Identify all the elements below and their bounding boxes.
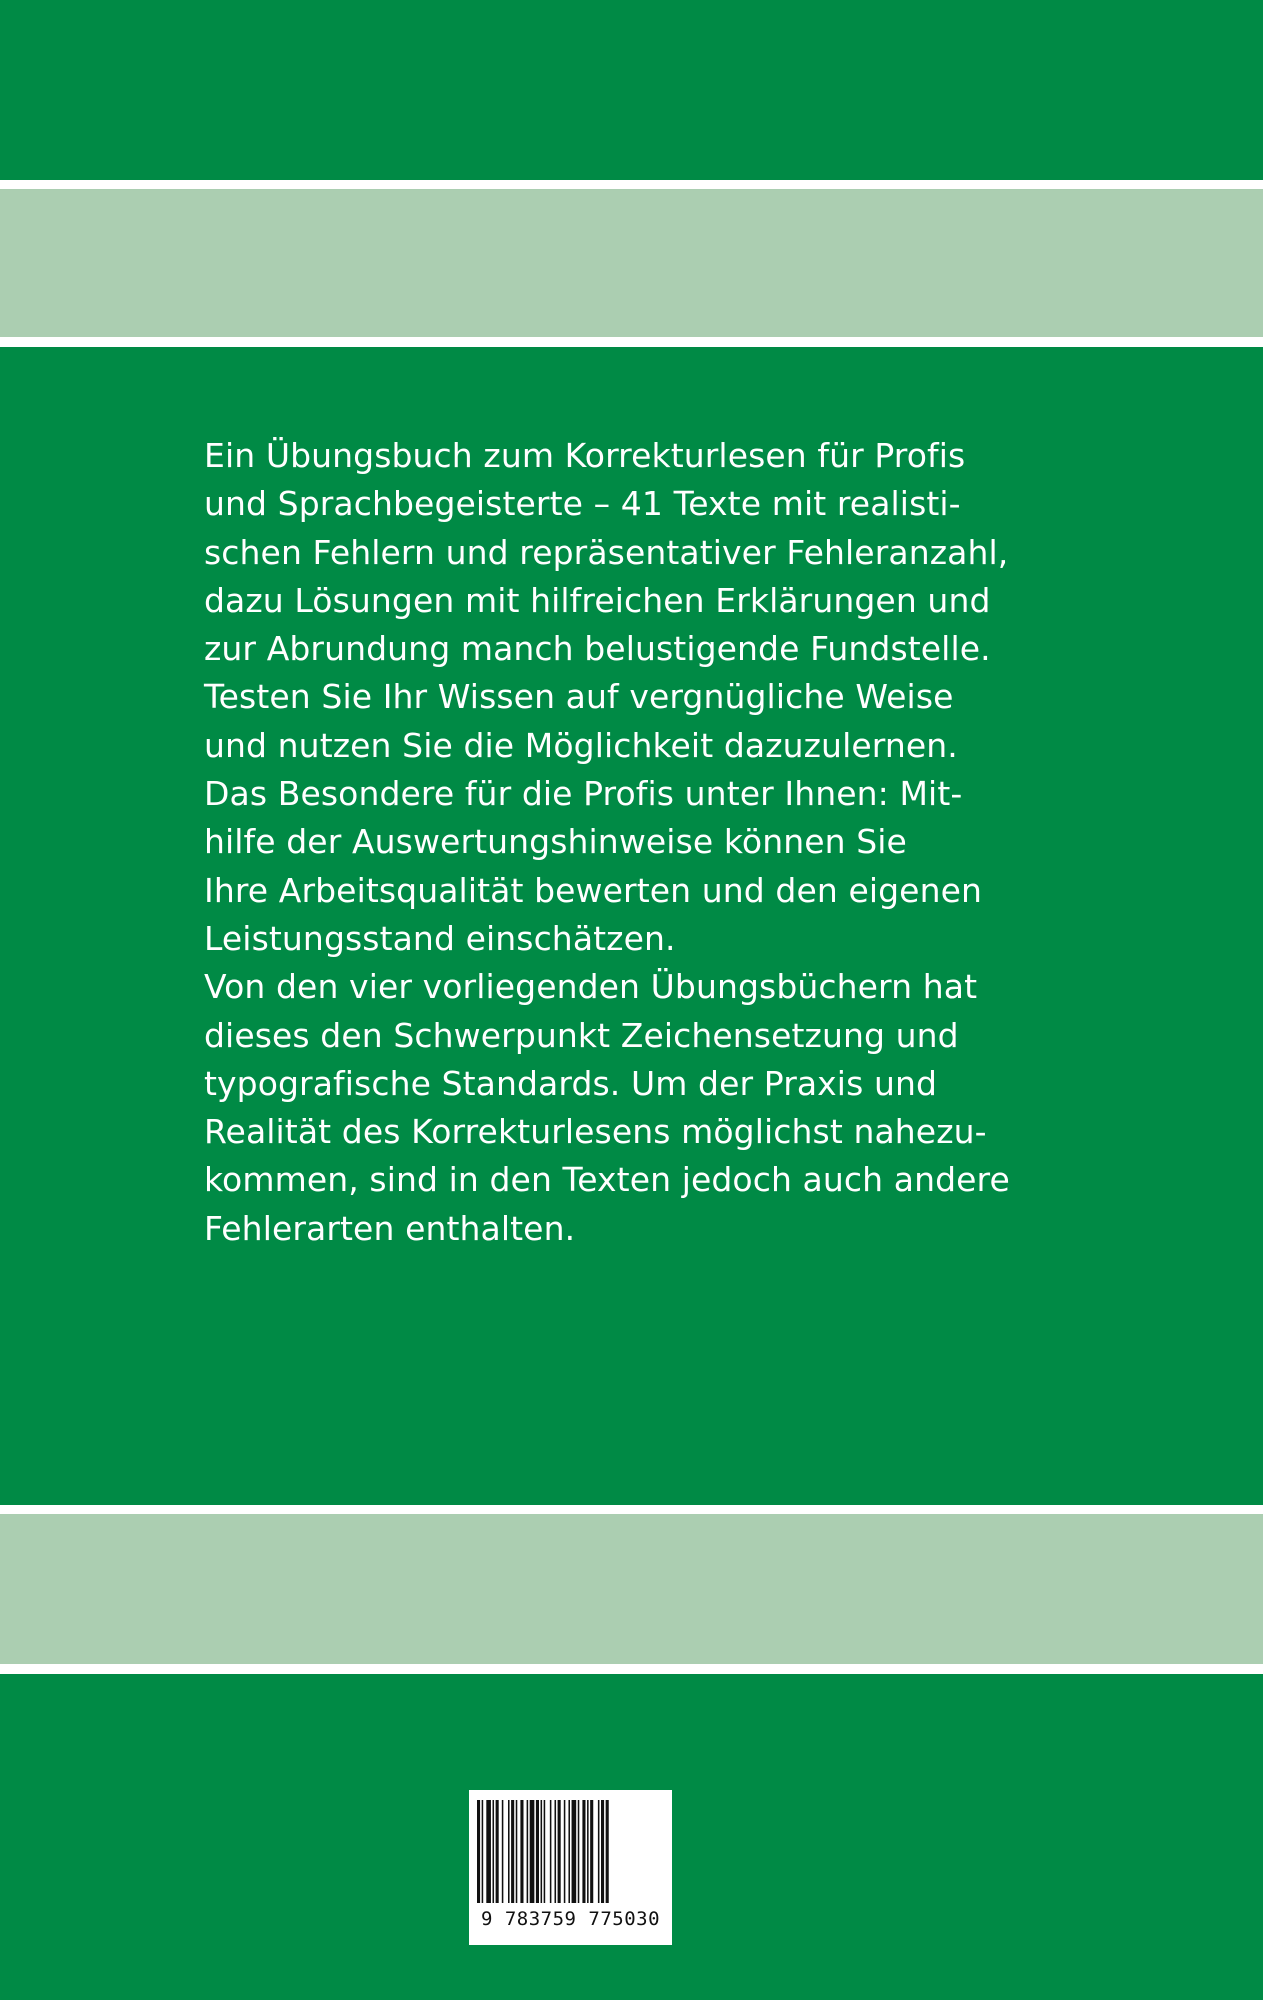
blurb-text [204,432,1104,1253]
barcode-bar [578,1800,580,1903]
barcode-bar [582,1800,585,1903]
barcode-bar [601,1800,604,1903]
barcode-bar [564,1800,566,1903]
bottom-stripe-white-lower [0,1664,1263,1674]
barcode-bar [590,1800,593,1903]
blurb-line: schen Fehlern und repräsentativer Fehleranzahl, [204,532,1009,572]
barcode-bar [486,1800,491,1903]
blurb-line: Testen Sie Ihr Wissen auf vergnügliche Weise [204,677,954,717]
blurb-line: typografische Standards. Um der Praxis und [204,1063,938,1103]
barcode-bar [527,1800,529,1903]
blurb-line: Leistungsstand einschätzen. [204,918,676,958]
barcode-bar [568,1800,570,1903]
blurb-line: Das Besondere für die Profis unter Ihnen: Mit- [204,774,963,814]
blurb-line: Fehlerarten enthalten. [204,1208,576,1248]
barcode-bar [558,1800,561,1903]
bottom-stripe-white-upper [0,1505,1263,1514]
blurb-line: und Sprachbegeisterte – 41 Texte mit realisti- [204,484,961,524]
blurb-line: Realität des Korrekturlesens möglichst nahezu- [204,1112,987,1152]
bottom-band-light-green [0,1514,1263,1664]
blurb-line: Von den vier vorliegenden Übungsbüchern hat [204,967,978,1007]
top-stripe-white-upper [0,180,1263,189]
barcode-bar [511,1800,514,1903]
barcode-bar [477,1800,480,1903]
top-stripe-white-lower [0,337,1263,347]
blurb-line: Ihre Arbeitsqualität bewerten und den eigenen [204,870,983,910]
barcode-bar [598,1800,600,1903]
isbn-number: 9 783759 775030 [480,1908,661,1930]
blurb-line: kommen, sind in den Texten jedoch auch andere [204,1160,1010,1200]
barcode-bar [496,1800,499,1903]
barcode-bar [530,1800,535,1903]
blurb-line: dazu Lösungen mit hilfreichen Erklärungen und [204,580,991,620]
blurb-line: dieses den Schwerpunkt Zeichensetzung und [204,1015,959,1055]
barcode-bar [606,1800,609,1903]
barcode-bar [508,1800,510,1903]
barcode-bar [572,1800,577,1903]
barcode-bar [516,1800,518,1903]
barcode-bar [536,1800,539,1903]
barcode-bar [587,1800,589,1903]
barcode-bar [544,1800,546,1903]
isbn-barcode [469,1790,672,1945]
barcode-bar [502,1800,504,1903]
blurb-line: und nutzen Sie die Möglichkeit dazuzulernen. [204,725,958,765]
top-band-light-green [0,189,1263,337]
blurb-line: zur Abrundung manch belustigende Fundstelle. [204,629,991,669]
barcode-bar [550,1800,552,1903]
blurb-line: Ein Übungsbuch zum Korrekturlesen für Profis [204,436,966,475]
barcode-bar [493,1800,495,1903]
barcode-bar [541,1800,543,1903]
barcode-bar [520,1800,523,1903]
barcode-bar [555,1800,557,1903]
barcode-bar [482,1800,484,1903]
blurb-line: hilfe der Auswertungshinweise können Sie [204,822,907,862]
